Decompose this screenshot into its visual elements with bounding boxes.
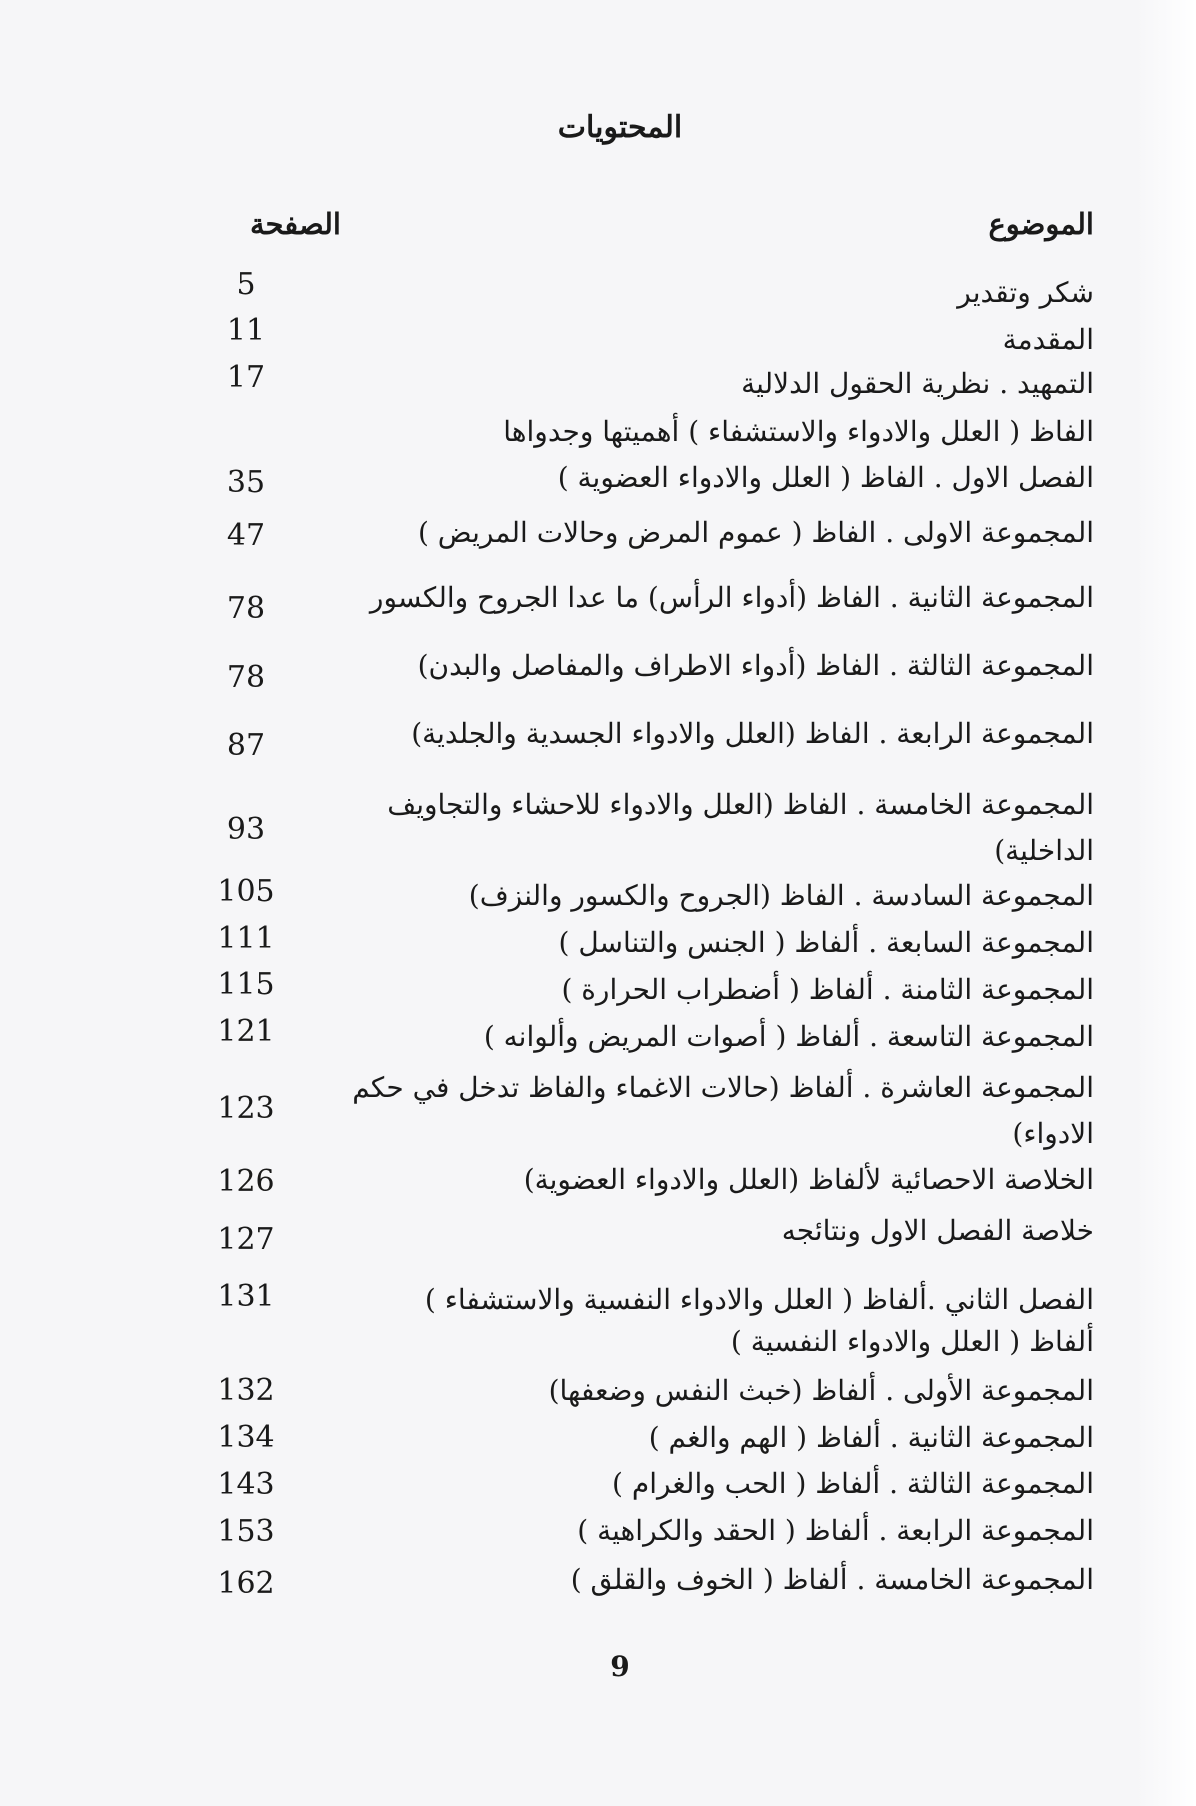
toc-entry-text: الفصل الثاني .ألفاظ ( العلل والادواء النفسية والاستشفاء ) — [424, 1283, 1094, 1316]
toc-entry-text: المجموعة السابعة . ألفاظ ( الجنس والتناسل ) — [558, 926, 1094, 959]
page-column-header: الصفحة — [250, 207, 341, 241]
toc-entry-page: 17 — [226, 360, 266, 395]
toc-entry-page: 127 — [217, 1222, 275, 1257]
toc-entry-text: المجموعة الأولى . ألفاظ (خبث النفس وضعفها) — [548, 1374, 1094, 1407]
toc-entry-page: 143 — [217, 1467, 275, 1502]
toc-entry-page: 131 — [217, 1279, 275, 1314]
toc-entry-page: 132 — [217, 1373, 275, 1408]
toc-entry-text: المجموعة السادسة . الفاظ (الجروح والكسور والنزف) — [468, 879, 1094, 912]
toc-entry-text: المجموعة الثانية . الفاظ (أدواء الرأس) ما عدا الجروح والكسور — [369, 581, 1094, 614]
toc-entry-text: المجموعة الثانية . ألفاظ ( الهم والغم ) — [648, 1421, 1094, 1454]
toc-entry-page: 115 — [217, 967, 275, 1002]
toc-entry-page: 5 — [236, 267, 256, 302]
toc-entry-text: المجموعة الخامسة . الفاظ (العلل والادواء للاحشاء والتجاويف الداخلية) — [387, 788, 1094, 867]
toc-entry-text: المقدمة — [1002, 323, 1094, 356]
toc-entry-text: المجموعة العاشرة . ألفاظ (حالات الاغماء والفاظ تدخل في حكم الادواء) — [352, 1071, 1094, 1150]
toc-entry-text: المجموعة الاولى . الفاظ ( عموم المرض وحالات المريض ) — [417, 516, 1094, 549]
toc-entry-text: الفصل الاول . الفاظ ( العلل والادواء العضوية ) — [557, 461, 1094, 494]
page-title: المحتويات — [557, 110, 683, 145]
toc-entry-page: 134 — [217, 1420, 275, 1455]
toc-entry-text: المجموعة الثامنة . ألفاظ ( أضطراب الحرارة ) — [561, 973, 1094, 1006]
toc-entry-page: 11 — [226, 313, 266, 348]
toc-entry-text: الخلاصة الاحصائية لألفاظ (العلل والادواء العضوية) — [523, 1163, 1094, 1196]
toc-entry-text: المجموعة الخامسة . ألفاظ ( الخوف والقلق ) — [570, 1563, 1094, 1596]
toc-entry-page: 153 — [217, 1514, 275, 1549]
topic-column-header: الموضوع — [988, 207, 1094, 241]
page-edge-shadow — [1136, 0, 1196, 1806]
toc-entry-text: المجموعة التاسعة . ألفاظ ( أصوات المريض وألوانه ) — [483, 1020, 1094, 1053]
toc-entry-text: ألفاظ ( العلل والادواء النفسية ) — [730, 1325, 1094, 1358]
toc-entry-page: 111 — [217, 921, 275, 956]
toc-entry-text: خلاصة الفصل الاول ونتائجه — [781, 1214, 1094, 1247]
toc-entry-page: 121 — [217, 1014, 275, 1049]
toc-entry-page: 78 — [226, 591, 266, 626]
toc-entry-page: 93 — [226, 812, 266, 847]
toc-entry-text: الفاظ ( العلل والادواء والاستشفاء ) أهميتها وجدواها — [503, 415, 1094, 448]
toc-entry-page: 105 — [217, 874, 275, 909]
toc-entry-text: المجموعة الثالثة . ألفاظ ( الحب والغرام ) — [612, 1467, 1094, 1500]
toc-entry-page: 87 — [226, 728, 266, 763]
toc-entry-page: 78 — [226, 660, 266, 695]
toc-entry-text: شكر وتقدير — [957, 276, 1094, 309]
toc-entry-page: 123 — [217, 1091, 275, 1126]
toc-entry-page: 35 — [226, 465, 266, 500]
toc-entry-text: المجموعة الرابعة . ألفاظ ( الحقد والكراهية ) — [577, 1514, 1094, 1547]
toc-entry-text: التمهيد . نظرية الحقول الدلالية — [741, 367, 1094, 400]
page-number: 9 — [610, 1650, 630, 1683]
toc-entry-page: 126 — [217, 1164, 275, 1199]
toc-entry-text: المجموعة الرابعة . الفاظ (العلل والادواء الجسدية والجلدية) — [411, 717, 1094, 750]
toc-entry-text: المجموعة الثالثة . الفاظ (أدواء الاطراف والمفاصل والبدن) — [417, 649, 1094, 682]
toc-entry-page: 162 — [217, 1566, 275, 1601]
toc-entry-page: 47 — [226, 518, 266, 553]
